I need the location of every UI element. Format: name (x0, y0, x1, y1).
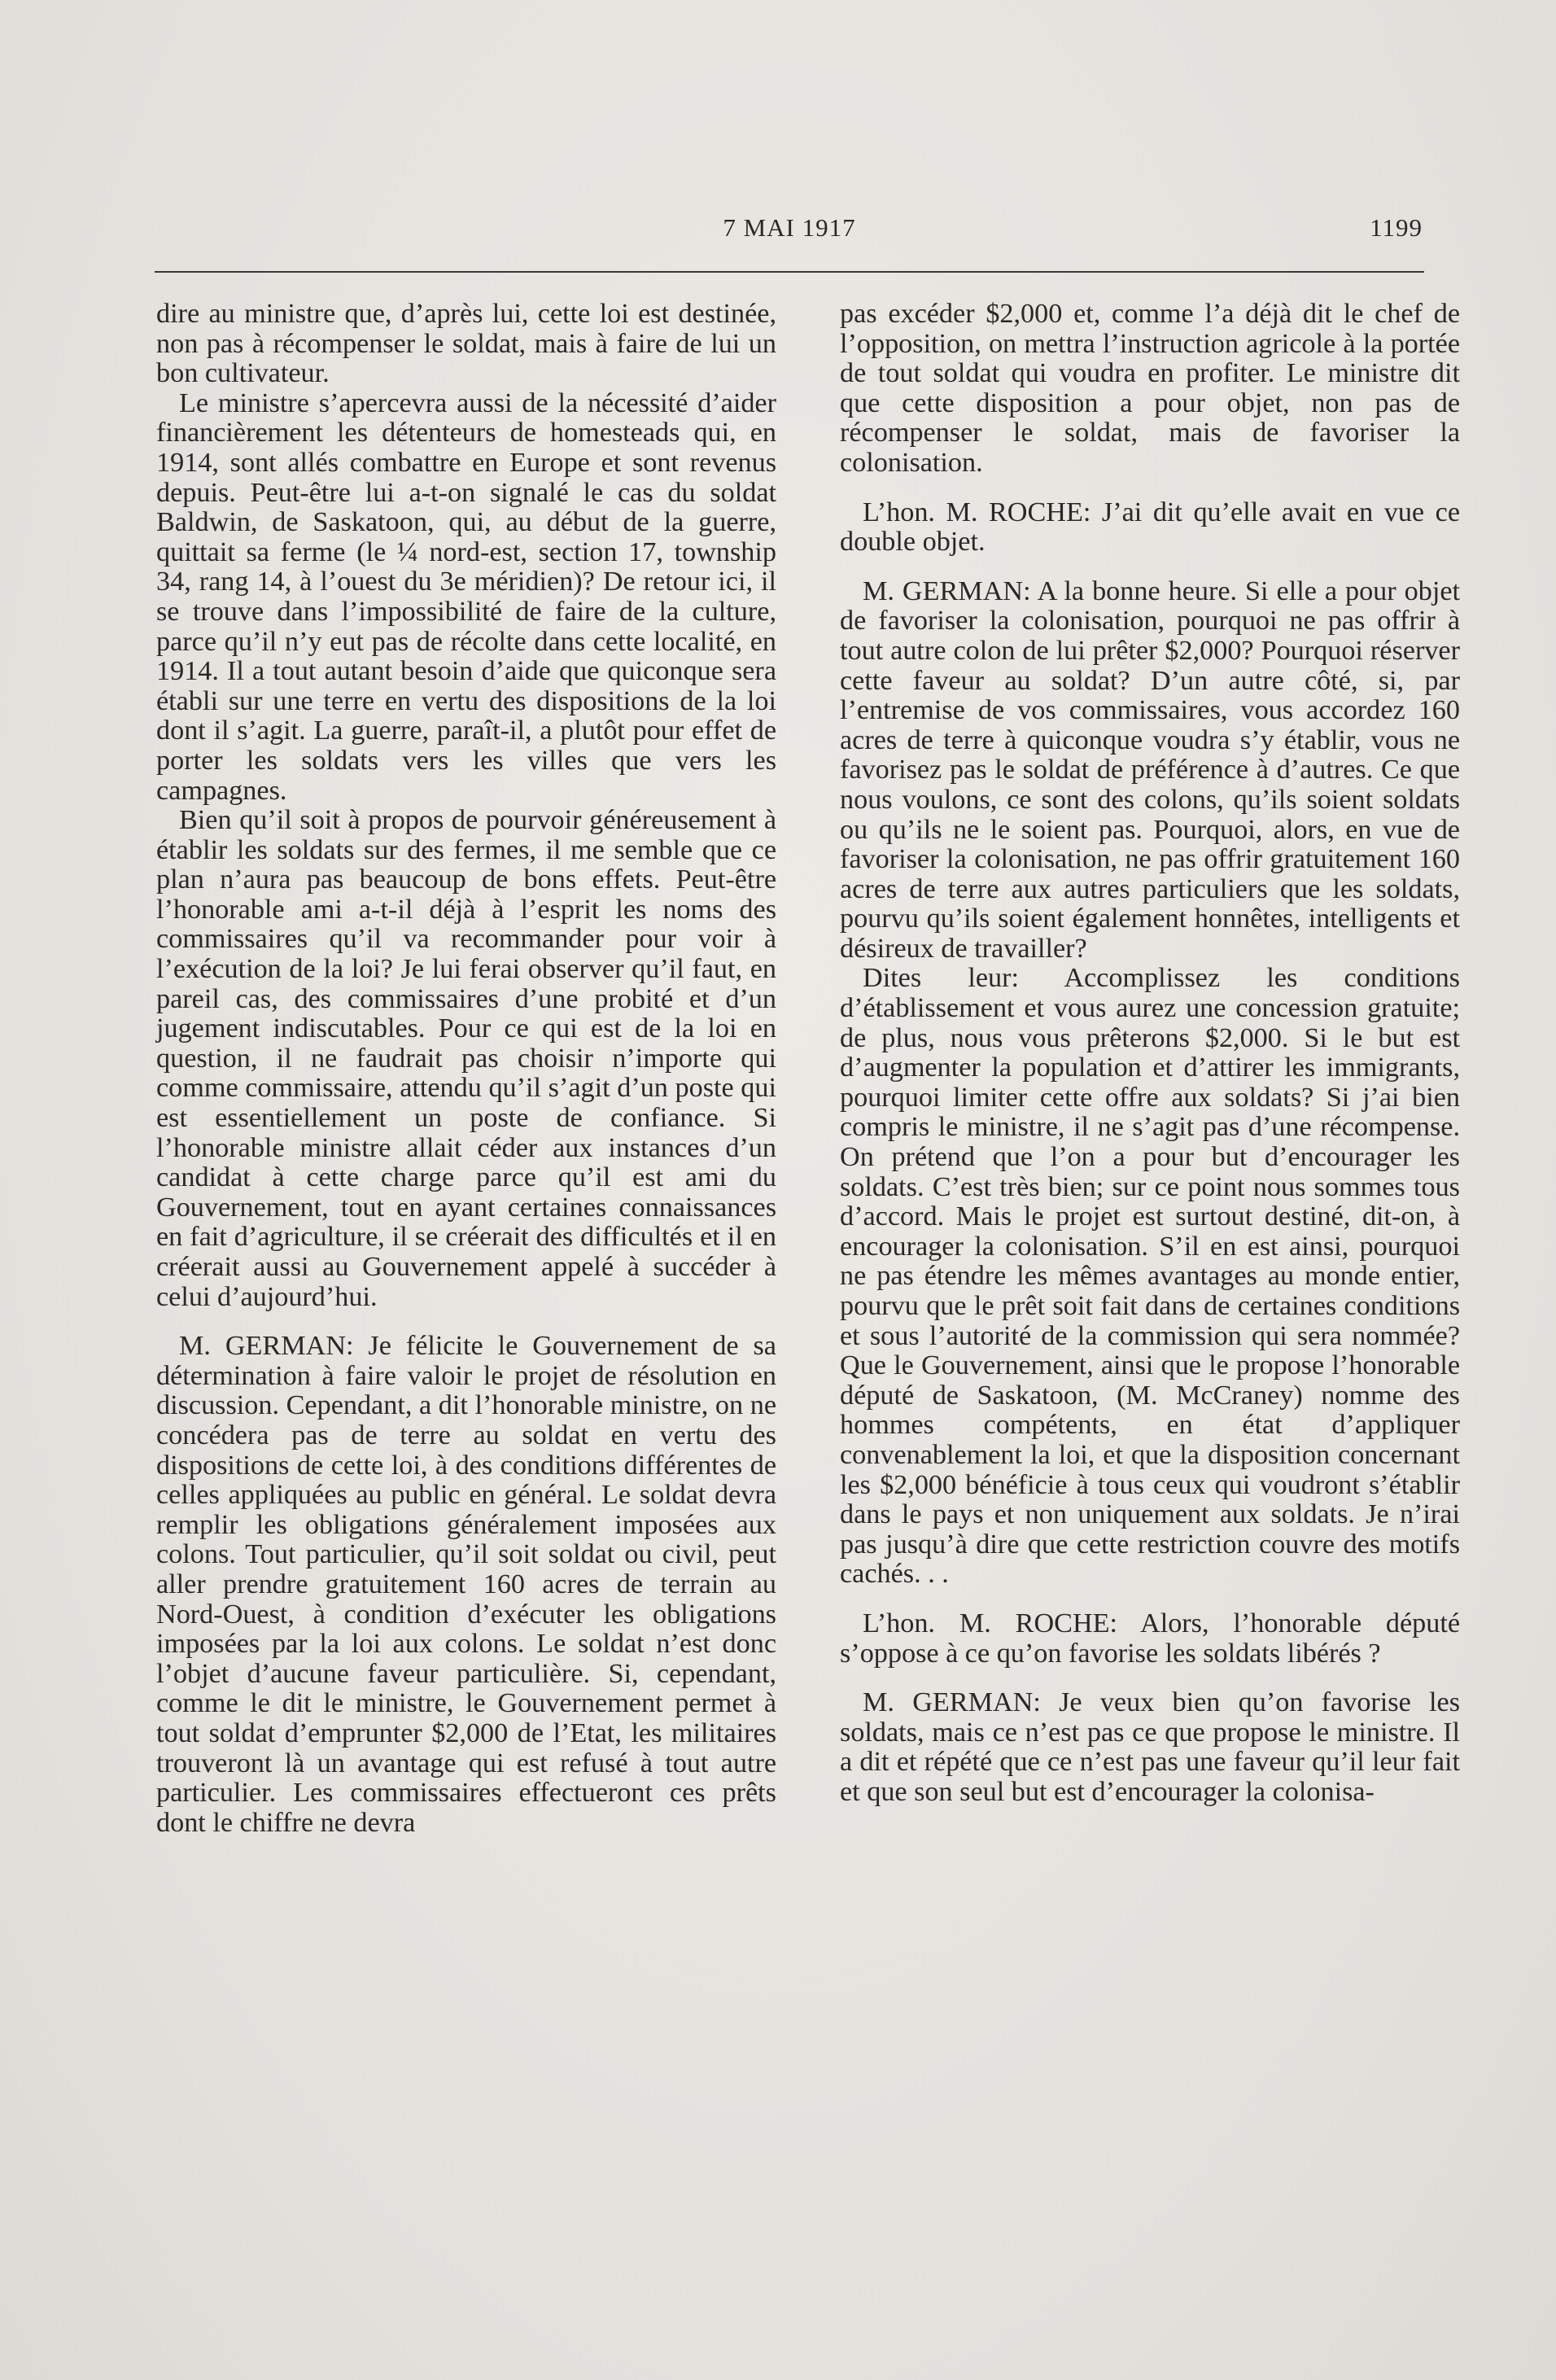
paragraph: Bien qu’il soit à propos de pourvoir généreusement à établir les soldats sur des fermes, il me semble que ce plan n’aura pas beaucoup de bons effets. Peut-être l’honorable ami a-t-il déjà à l’esprit les noms des commissaires qu’il va recommander pour voir à l’exécution de la loi? Je lui ferai observer qu’il faut, en pareil cas, des commissaires d’une probité et d’un jugement indiscutables. Pour ce qui est de la loi en question, il ne faudrait pas choisir n’importe qui comme commissaire, attendu qu’il s’agit d’un poste qui est essentiellement un poste de confiance. Si l’honorable ministre allait céder aux instances d’un candidat à cette charge parce qu’il est ami du Gouvernement, tout en ayant certaines connaissances en fait d’agriculture, il se créerait des difficultés et il en créerait aussi au Gouvernement appelé à succéder à celui d’aujourd’hui. (156, 805, 776, 1312)
header-date: 7 MAI 1917 (723, 213, 856, 242)
header-rule (155, 271, 1424, 273)
paragraph: dire au ministre que, d’après lui, cette loi est destinée, non pas à récompenser le soldat, mais à faire de lui un bon cultivateur. (156, 299, 776, 389)
paragraph: M. GERMAN: Je félicite le Gouvernement de sa détermination à faire valoir le projet de résolution en discussion. Cependant, a dit l’honorable ministre, on ne concédera pas de terre au soldat en vertu des dispositions de cette loi, à des conditions différentes de celles appliquées au public en général. Le soldat devra remplir les obligations généralement imposées aux colons. Tout particulier, qu’il soit soldat ou civil, peut aller prendre gratuitement 160 acres de terrain au Nord-Ouest, à condition d’exécuter les obligations imposées par la loi aux colons. Le soldat n’est donc l’objet d’aucune faveur particulière. Si, cependant, comme le dit le ministre, le Gouvernement permet à tout soldat d’emprunter $2,000 de l’Etat, les militaires trouveront là un avantage qui est refusé à tout autre particulier. Les commissaires effectueront ces prêts dont le chiffre ne devra (156, 1331, 776, 1838)
paragraph: Le ministre s’apercevra aussi de la nécessité d’aider financièrement les détenteurs de homesteads qui, en 1914, sont allés combattre en Europe et sont revenus depuis. Peut-être lui a-t-on signalé le cas du soldat Baldwin, de Saskatoon, qui, au début de la guerre, quittait sa ferme (le ¼ nord-est, section 17, township 34, rang 14, à l’ouest du 3e méridien)? De retour ici, il se trouve dans l’impossibilité de faire de la culture, parce qu’il n’y eut pas de récolte dans cette localité, en 1914. Il a tout autant besoin d’aide que quiconque sera établi sur une terre en vertu des dispositions de la loi dont il s’agit. La guerre, paraît-il, a plutôt pour effet de porter les soldats vers les villes que vers les campagnes. (156, 387, 776, 806)
left-column (156, 300, 776, 1838)
paragraph: Dites leur: Accomplissez les conditions d’établissement et vous aurez une concession gratuite; de plus, nous vous prêterons $2,000. Si le but est d’augmenter la population et d’attirer les immigrants, pourquoi limiter cette offre aux soldats? Si j’ai bien compris le ministre, il ne s’agit pas d’une récompense. On prétend que l’on a pour but d’encourager les soldats. C’est très bien; sur ce point nous sommes tous d’accord. Mais le projet est surtout destiné, dit-on, à encourager la colonisation. S’il en est ainsi, pourquoi ne pas étendre les mêmes avantages au monde entier, pourvu que le prêt soit fait dans de certaines conditions et sous l’autorité de la commission qui sera nommée? Que le Gouvernement, ainsi que le propose l’honorable député de Saskatoon, (M. McCraney) nomme des hommes compétents, en état d’appliquer convenablement la loi, et que la disposition concernant les $2,000 bénéficie à tous ceux qui voudront s’établir dans le pays et non uniquement aux soldats. Je n’irai pas jusqu’à dire que cette restriction couvre des motifs cachés. . . (840, 963, 1460, 1590)
paragraph: pas excéder $2,000 et, comme l’a déjà dit le chef de l’opposition, on mettra l’instruction agricole à la portée de tout soldat qui voudra en profiter. Le ministre dit que cette disposition a pour objet, non pas de récompenser le soldat, mais de favoriser la colonisation. (840, 299, 1460, 478)
paragraph: M. GERMAN: A la bonne heure. Si elle a pour objet de favoriser la colonisation, pourquoi ne pas offrir à tout autre colon de lui prêter $2,000? Pourquoi réserver cette faveur au soldat? D’un autre côté, si, par l’entremise de vos commissaires, vous accordez 160 acres de terre à quiconque voudra s’y établir, vous ne favorisez pas le soldat de préférence à d’autres. Ce que nous voulons, ce sont des colons, qu’ils soient soldats ou qu’ils ne le soient pas. Pourquoi, alors, en vue de favoriser la colonisation, ne pas offrir gratuitement 160 acres de terre aux autres particuliers que les soldats, pourvu qu’ils soient également honnêtes, intelligents et désireux de travailler? (840, 575, 1460, 964)
page-header (155, 213, 1424, 254)
right-column (840, 300, 1460, 1808)
paragraph: L’hon. M. ROCHE: J’ai dit qu’elle avait en vue ce double objet. (840, 497, 1460, 558)
page-number: 1199 (1370, 213, 1423, 242)
paragraph: M. GERMAN: Je veux bien qu’on favorise les soldats, mais ce n’est pas ce que propose le ministre. Il a dit et répété que ce n’est pas une faveur qu’il leur fait et que son seul but est d’encourager la colonisa- (840, 1687, 1460, 1807)
paragraph: L’hon. M. ROCHE: Alors, l’honorable député s’oppose à ce qu’on favorise les soldats libérés ? (840, 1608, 1460, 1669)
